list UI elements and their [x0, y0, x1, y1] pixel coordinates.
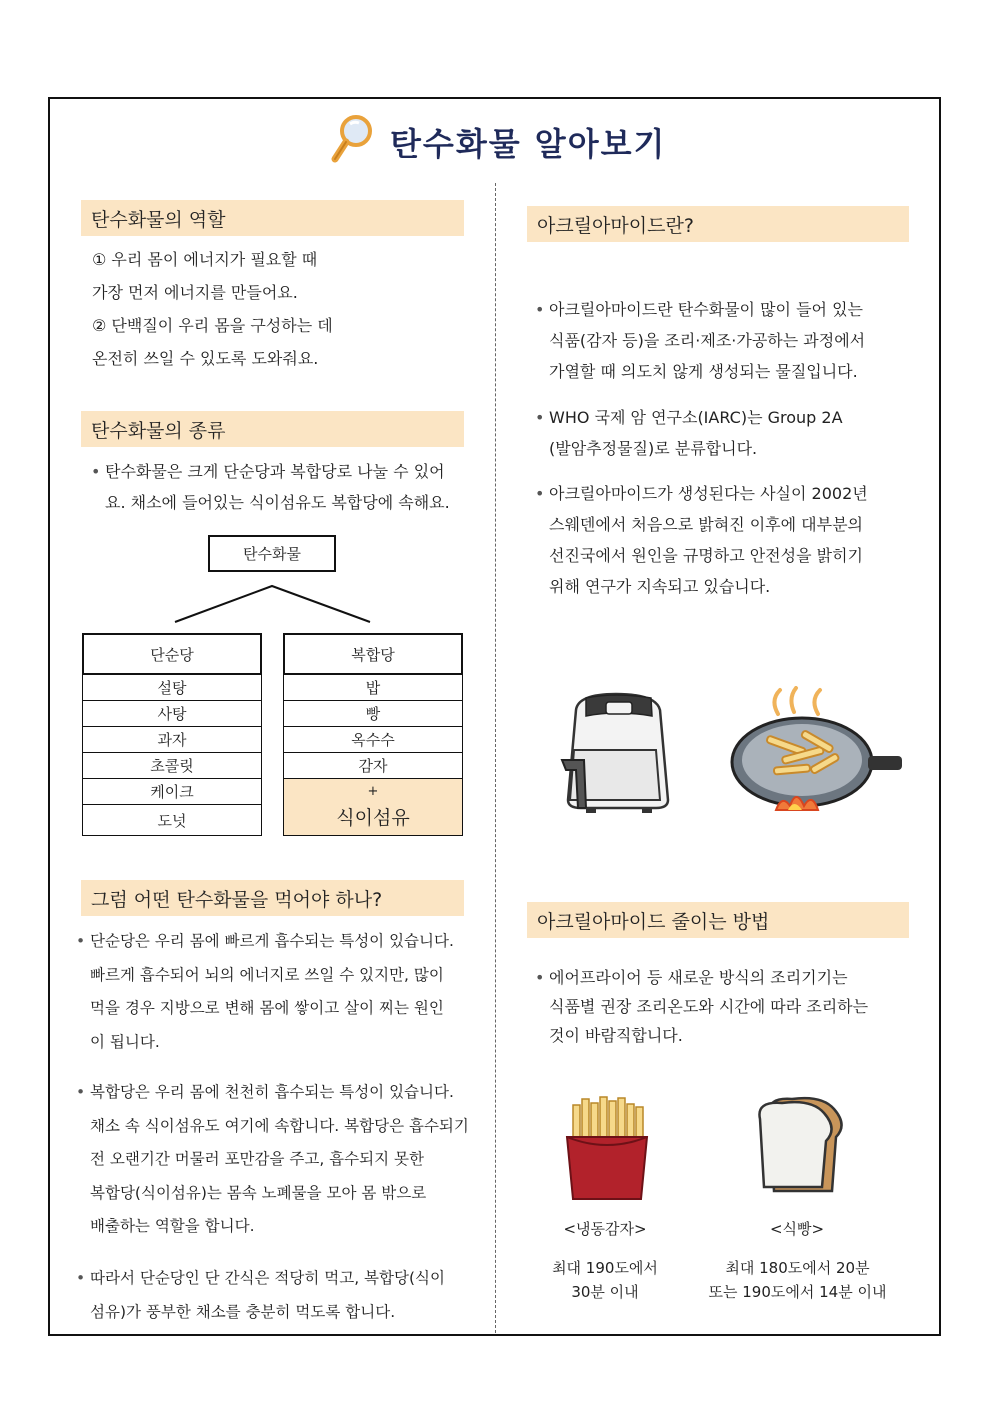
tree-connector	[170, 584, 380, 624]
acrylamide-line: 위해 연구가 지속되고 있습니다.	[549, 577, 771, 596]
fiber-label: 식이섬유	[336, 807, 410, 829]
acrylamide-line: (발암추정물질)로 분류합니다.	[549, 439, 758, 458]
which-bullet-3	[76, 1262, 476, 1329]
complex-sugar-item: 빵	[283, 701, 463, 727]
reduce-line: 것이 바람직합니다.	[549, 1026, 683, 1045]
role-line: 가장 먼저 에너지를 만들어요.	[92, 283, 298, 302]
types-bullet	[91, 456, 471, 518]
types-line: 요. 채소에 들어있는 식이섬유도 복합당에 속해요.	[105, 493, 450, 512]
simple-sugar-item: 케이크	[82, 779, 262, 805]
role-line: ① 우리 몸이 에너지가 필요할 때	[92, 250, 318, 269]
frying-pan-icon	[730, 686, 905, 821]
magnifier-icon	[330, 113, 376, 171]
reduce-line: • 에어프라이어 등 새로운 방식의 조리기기는	[549, 968, 848, 987]
role-heading: 탄수화물의 역할	[81, 200, 464, 236]
fries-guide-line: 30분 이내	[571, 1283, 639, 1301]
which-line: • 단순당은 우리 몸에 빠르게 흡수되는 특성이 있습니다.	[90, 932, 454, 950]
which-line: 빠르게 흡수되어 뇌의 에너지로 쓰일 수 있지만, 많이	[90, 965, 444, 984]
bread-guide-line: 또는 190도에서 14분 이내	[708, 1283, 887, 1301]
which-line: 채소 속 식이섬유도 여기에 속합니다. 복합당은 흡수되기	[90, 1116, 469, 1135]
fries-guide-line: 최대 190도에서	[552, 1259, 658, 1277]
which-line: • 따라서 단순당인 단 간식은 적당히 먹고, 복합당(식이	[90, 1269, 445, 1287]
bread-guide	[690, 1256, 905, 1304]
plus-sign: +	[367, 784, 379, 799]
simple-sugar-item: 사탕	[82, 701, 262, 727]
which-line: 전 오랜기간 머물러 포만감을 주고, 흡수되지 못한	[90, 1150, 424, 1168]
bread-guide-line: 최대 180도에서 20분	[725, 1259, 870, 1277]
bread-slice-icon	[752, 1095, 852, 1195]
fries-label: <냉동감자>	[563, 1220, 647, 1238]
which-bullet-2	[76, 1076, 476, 1244]
air-fryer-icon	[556, 690, 681, 815]
acrylamide-line: 가열할 때 의도치 않게 생성되는 물질입니다.	[549, 362, 858, 381]
simple-sugar-header: 단순당	[82, 633, 262, 675]
which-heading: 그럼 어떤 탄수화물을 먹어야 하나?	[81, 880, 464, 916]
role-text	[92, 243, 462, 375]
simple-sugar-item: 설탕	[82, 675, 262, 701]
acrylamide-line: 식품(감자 등)을 조리·제조·가공하는 과정에서	[549, 331, 866, 350]
complex-sugar-item: 밥	[283, 675, 463, 701]
page-title	[330, 112, 666, 172]
which-bullet-1	[76, 925, 476, 1059]
simple-sugar-item: 초콜릿	[82, 753, 262, 779]
which-line: 복합당(식이섬유)는 몸속 노폐물을 모아 몸 밖으로	[90, 1183, 427, 1202]
bread-label: <식빵>	[769, 1220, 825, 1238]
acrylamide-bullet-1	[535, 294, 905, 387]
reduce-heading: 아크릴아마이드 줄이는 방법	[527, 902, 909, 938]
which-line: 배출하는 역할을 합니다.	[90, 1217, 255, 1235]
french-fries-icon	[563, 1095, 651, 1203]
acrylamide-line: 스웨덴에서 처음으로 밝혀진 이후에 대부분의	[549, 515, 864, 534]
which-line: • 복합당은 우리 몸에 천천히 흡수되는 특성이 있습니다.	[90, 1083, 454, 1101]
acrylamide-heading: 아크릴아마이드란?	[527, 206, 909, 242]
reduce-line: 식품별 권장 조리온도와 시간에 따라 조리하는	[549, 997, 869, 1016]
role-line: ② 단백질이 우리 몸을 구성하는 데	[92, 316, 333, 335]
fries-guide	[520, 1256, 690, 1304]
acrylamide-line: • WHO 국제 암 연구소(IARC)는 Group 2A	[549, 408, 843, 427]
simple-sugar-column	[82, 633, 262, 836]
fiber-cell	[283, 779, 463, 836]
acrylamide-line: • 아크릴아마이드란 탄수화물이 많이 들어 있는	[549, 300, 864, 319]
which-line: 섬유)가 풍부한 채소를 충분히 먹도록 합니다.	[90, 1302, 396, 1321]
complex-sugar-item: 감자	[283, 753, 463, 779]
complex-sugar-header: 복합당	[283, 633, 463, 675]
tree-root-box: 탄수화물	[208, 535, 336, 572]
acrylamide-line: • 아크릴아마이드가 생성된다는 사실이 2002년	[549, 484, 868, 503]
complex-sugar-column	[283, 633, 463, 836]
types-heading: 탄수화물의 종류	[81, 411, 464, 447]
column-divider	[495, 183, 496, 1333]
reduce-bullet	[535, 963, 905, 1050]
simple-sugar-item: 과자	[82, 727, 262, 753]
role-line: 온전히 쓰일 수 있도록 도와줘요.	[92, 349, 319, 368]
acrylamide-bullet-3	[535, 478, 905, 602]
simple-sugar-item: 도넛	[82, 805, 262, 836]
acrylamide-bullet-2	[535, 402, 905, 464]
title-text: 탄수화물 알아보기	[390, 125, 667, 163]
types-line: • 탄수화물은 크게 단순당과 복합당로 나눌 수 있어	[105, 462, 445, 481]
acrylamide-line: 선진국에서 원인을 규명하고 안전성을 밝히기	[549, 546, 864, 565]
which-line: 이 됩니다.	[90, 1032, 160, 1051]
complex-sugar-item: 옥수수	[283, 727, 463, 753]
which-line: 먹을 경우 지방으로 변해 몸에 쌓이고 살이 찌는 원인	[90, 999, 444, 1017]
